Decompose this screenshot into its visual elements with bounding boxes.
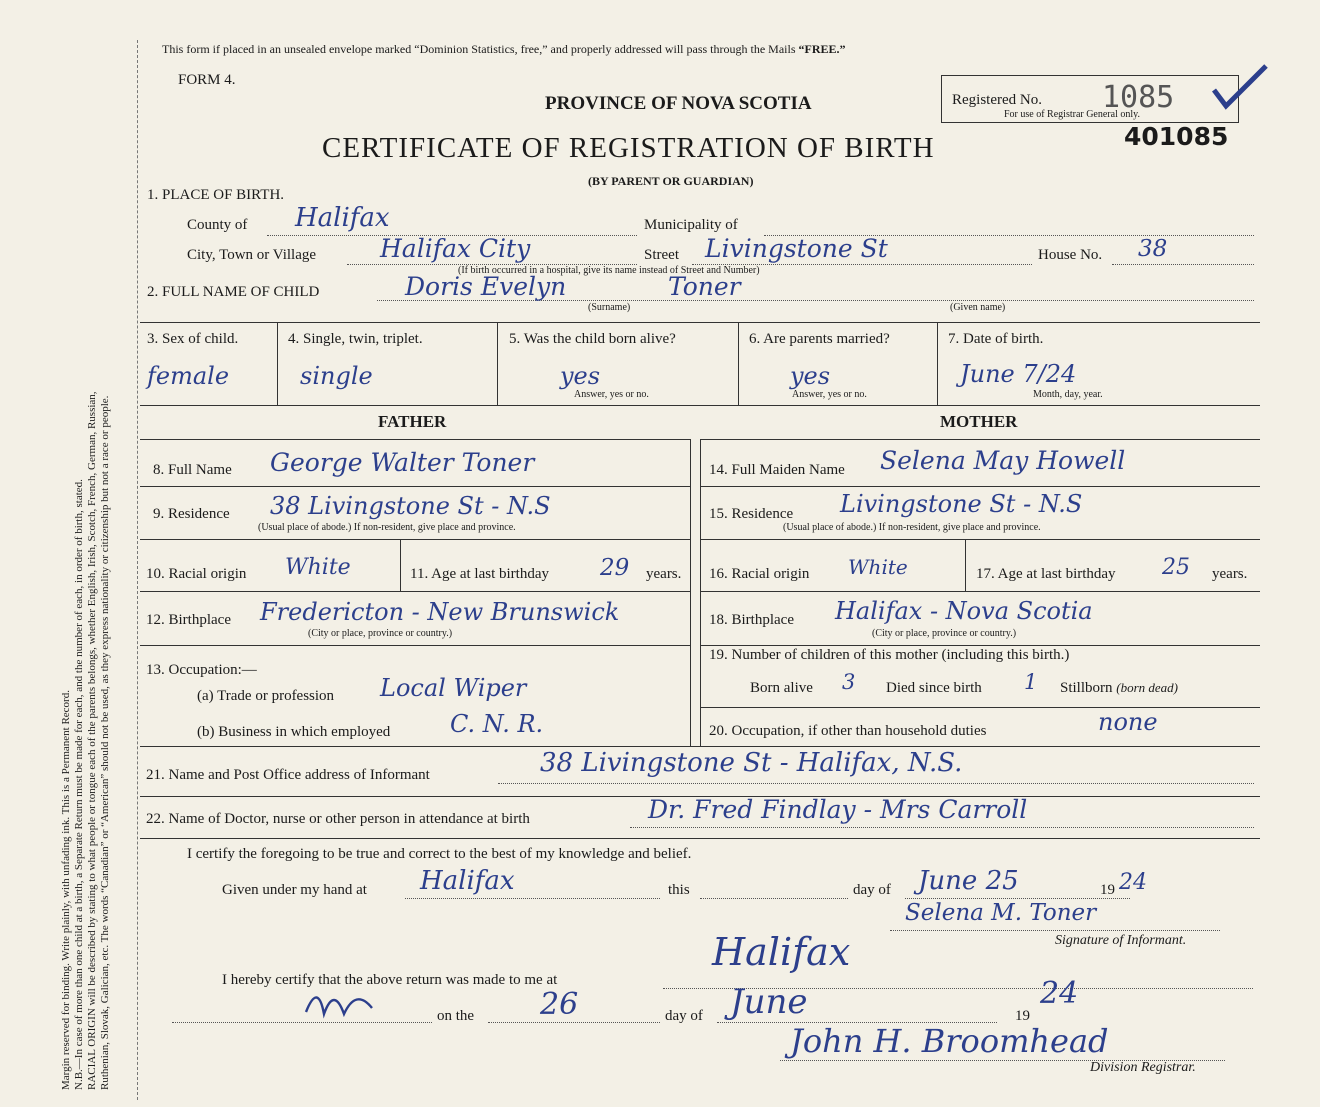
registrar-day-of-label: day of bbox=[665, 1008, 703, 1024]
mother-race-label: 16. Racial origin bbox=[709, 566, 810, 582]
father-residence-label: 9. Residence bbox=[153, 506, 230, 522]
informant-signature: Selena M. Toner bbox=[905, 900, 1097, 926]
mother-race-value: White bbox=[848, 555, 908, 579]
dob-label: 7. Date of birth. bbox=[948, 331, 1044, 347]
informant-value: 38 Livingstone St - Halifax, N.S. bbox=[540, 748, 963, 778]
given-note: (Given name) bbox=[950, 302, 1006, 313]
registrar-caption: Division Registrar. bbox=[1090, 1060, 1196, 1075]
sex-value: female bbox=[147, 362, 230, 390]
subtitle: (BY PARENT OR GUARDIAN) bbox=[588, 174, 754, 188]
county-value: Halifax bbox=[295, 203, 390, 233]
father-heading: FATHER bbox=[378, 412, 447, 431]
father-name-label: 8. Full Name bbox=[153, 462, 232, 478]
house-line bbox=[1112, 264, 1254, 265]
page-title: CERTIFICATE OF REGISTRATION OF BIRTH bbox=[322, 132, 935, 164]
mother-birthplace-note: (City or place, province or country.) bbox=[872, 628, 1017, 639]
father-residence-value: 38 Livingstone St - N.S bbox=[270, 492, 551, 520]
mother-age-label: 17. Age at last birthday bbox=[976, 566, 1116, 582]
house-label: House No. bbox=[1038, 247, 1103, 263]
mother-occupation-label: 20. Occupation, if other than household duties bbox=[709, 723, 987, 739]
father-name-value: George Walter Toner bbox=[270, 448, 535, 477]
city-label: City, Town or Village bbox=[187, 247, 317, 263]
mother-occupation-value: none bbox=[1098, 708, 1158, 736]
mother-age-value: 25 bbox=[1162, 555, 1190, 580]
sex-label: 3. Sex of child. bbox=[147, 331, 239, 347]
registrar-place-value: Halifax bbox=[712, 930, 851, 974]
day-of-label: day of bbox=[853, 882, 891, 898]
city-value: Halifax City bbox=[380, 234, 531, 263]
child-given-value: Doris Evelyn bbox=[405, 272, 567, 301]
alive-value: yes bbox=[560, 362, 601, 390]
mother-residence-label: 15. Residence bbox=[709, 506, 794, 522]
father-trade-value: Local Wiper bbox=[380, 674, 527, 702]
municipality-label: Municipality of bbox=[644, 217, 738, 233]
doctor-value: Dr. Fred Findlay - Mrs Carroll bbox=[648, 795, 1028, 824]
registrar-month-value: June bbox=[730, 982, 808, 1022]
father-race-value: White bbox=[285, 555, 351, 580]
on-the-label: on the bbox=[437, 1008, 475, 1024]
mother-residence-note: (Usual place of abode.) If non-resident, give place and province. bbox=[783, 522, 1041, 533]
father-business-value: C. N. R. bbox=[450, 710, 544, 738]
died-value: 1 bbox=[1024, 670, 1038, 694]
father-birthplace-value: Fredericton - New Brunswick bbox=[260, 598, 620, 626]
father-business-label: (b) Business in which employed bbox=[197, 724, 391, 740]
died-label: Died since birth bbox=[886, 680, 982, 696]
stillborn-note: (born dead) bbox=[1116, 680, 1179, 695]
father-birthplace-note: (City or place, province or country.) bbox=[308, 628, 453, 639]
married-value: yes bbox=[790, 362, 831, 390]
registered-label: Registered No. bbox=[952, 92, 1042, 108]
margin-line-1: Margin reserved for binding. Write plainly, with unfading ink. This is a Permanent Record. bbox=[60, 690, 72, 1090]
child-surname-value: Toner bbox=[668, 272, 741, 301]
given-place-value: Halifax bbox=[420, 866, 515, 896]
mother-name-value: Selena May Howell bbox=[880, 446, 1126, 475]
registered-number-box bbox=[941, 75, 1239, 123]
father-occupation-label: 13. Occupation:— bbox=[146, 662, 257, 678]
plurality-value: single bbox=[300, 362, 373, 390]
registrar-day-value: 26 bbox=[540, 987, 579, 1022]
born-alive-value: 3 bbox=[842, 670, 856, 694]
mail-notice-free: “FREE.” bbox=[798, 42, 846, 56]
mother-birthplace-label: 18. Birthplace bbox=[709, 612, 794, 628]
hospital-note: (If birth occurred in a hospital, give its name instead of Street and Number) bbox=[458, 265, 760, 276]
alive-answer-note: Answer, yes or no. bbox=[574, 389, 649, 400]
check-mark-icon bbox=[1210, 62, 1270, 112]
mail-notice-text: This form if placed in an unsealed envelope marked “Dominion Statistics, free,” and properly addressed will pass through the Mails bbox=[162, 42, 796, 56]
mother-heading: MOTHER bbox=[940, 412, 1018, 431]
father-years: years. bbox=[646, 566, 682, 582]
registered-value: 1085 bbox=[1102, 80, 1175, 115]
stillborn-text: Stillborn bbox=[1060, 680, 1113, 696]
married-answer-note: Answer, yes or no. bbox=[792, 389, 867, 400]
cert-month-day: June 25 bbox=[918, 866, 1019, 896]
cert-year-prefix: 19 bbox=[1100, 882, 1115, 898]
binding-margin bbox=[137, 40, 138, 1100]
alive-label: 5. Was the child born alive? bbox=[509, 331, 676, 347]
given-under-label: Given under my hand at bbox=[222, 882, 367, 898]
margin-line-3: RACIAL ORIGIN will be described by stating to what people or tongue each of the parents belongs, whether English, Irish, Scotch, French, German, Russian, bbox=[86, 391, 98, 1090]
child-name-label: 2. FULL NAME OF CHILD bbox=[147, 284, 320, 300]
cert-year-suffix: 24 bbox=[1119, 870, 1147, 895]
house-value: 38 bbox=[1138, 236, 1168, 262]
informant-signature-caption: Signature of Informant. bbox=[1055, 933, 1187, 948]
row-3-bottom bbox=[140, 405, 1260, 406]
registrar-year-prefix: 19 bbox=[1015, 1008, 1030, 1024]
father-race-label: 10. Racial origin bbox=[146, 566, 247, 582]
this-label: this bbox=[668, 882, 690, 898]
mother-years: years. bbox=[1212, 566, 1248, 582]
mother-residence-value: Livingstone St - N.S bbox=[840, 490, 1083, 518]
informant-label: 21. Name and Post Office address of Informant bbox=[146, 767, 430, 783]
mail-notice bbox=[162, 42, 846, 57]
registrar-year-suffix: 24 bbox=[1040, 976, 1079, 1011]
margin-instructions bbox=[60, 30, 112, 1090]
father-age-value: 29 bbox=[600, 555, 630, 581]
registrar-signature: John H. Broomhead bbox=[790, 1022, 1109, 1060]
street-label: Street bbox=[644, 247, 679, 263]
registrar-note: For use of Registrar General only. bbox=[1004, 109, 1140, 120]
form-number: FORM 4. bbox=[178, 72, 236, 88]
row-3-top bbox=[140, 322, 1260, 323]
doctor-label: 22. Name of Doctor, nurse or other person in attendance at birth bbox=[146, 811, 530, 827]
stillborn-label bbox=[1060, 680, 1178, 697]
father-residence-note: (Usual place of abode.) If non-resident, give place and province. bbox=[258, 522, 516, 533]
place-heading: 1. PLACE OF BIRTH. bbox=[147, 187, 285, 203]
born-alive-label: Born alive bbox=[750, 680, 813, 696]
street-value: Livingstone St bbox=[705, 234, 888, 263]
father-trade-label: (a) Trade or profession bbox=[197, 688, 335, 704]
mother-name-label: 14. Full Maiden Name bbox=[709, 462, 845, 478]
married-label: 6. Are parents married? bbox=[749, 331, 890, 347]
margin-line-4: Ruthenian, Slovak, Galician, etc. The words “Canadian” or “American” should not be used, as they express nationality or citizenship but not a race or people. bbox=[99, 395, 111, 1090]
mother-birthplace-value: Halifax - Nova Scotia bbox=[835, 597, 1093, 625]
stamp-number: 401085 bbox=[1124, 122, 1229, 151]
father-birthplace-label: 12. Birthplace bbox=[146, 612, 231, 628]
dob-note: Month, day, year. bbox=[1033, 389, 1103, 400]
province-heading: PROVINCE OF NOVA SCOTIA bbox=[545, 93, 812, 114]
mother-children-label: 19. Number of children of this mother (including this birth.) bbox=[709, 647, 1070, 663]
certify-statement: I certify the foregoing to be true and correct to the best of my knowledge and belief. bbox=[187, 846, 692, 862]
dob-value: June 7/24 bbox=[960, 360, 1077, 388]
surname-note: (Surname) bbox=[588, 302, 631, 313]
father-age-label: 11. Age at last birthday bbox=[410, 566, 549, 582]
plurality-label: 4. Single, twin, triplet. bbox=[288, 331, 423, 347]
county-label: County of bbox=[187, 217, 248, 233]
registrar-statement: I hereby certify that the above return was made to me at bbox=[222, 972, 558, 988]
margin-line-2: N.B.—In case of more than one child at a birth, a Separate Return must be made for each, and the number of each, in order of birth, stated. bbox=[73, 479, 85, 1090]
registrar-scribble-icon bbox=[300, 978, 380, 1022]
